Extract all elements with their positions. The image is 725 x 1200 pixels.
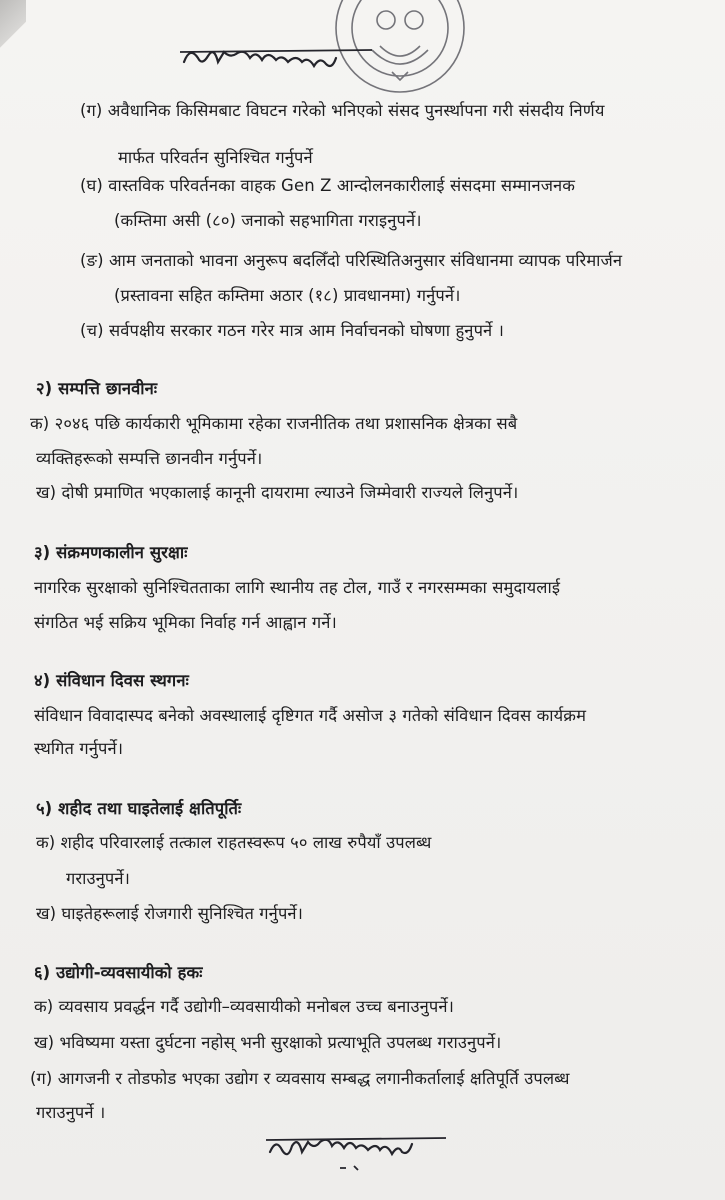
section-3-line2: संगठित भई सक्रिय भूमिका निर्वाह गर्न आह्वान गर्ने। [34, 613, 337, 632]
signature-top [176, 40, 376, 80]
section-2-ka-line2: व्यक्तिहरूको सम्पत्ति छानवीन गर्नुपर्ने। [36, 449, 263, 468]
section-3-heading: ३) संक्रमणकालीन सुरक्षाः [34, 543, 188, 562]
signature-bottom [262, 1128, 452, 1176]
clause-ga-line1: (ग) अवैधानिक किसिमबाट विघटन गरेको भनिएको संसद पुनर्स्थापना गरी संसदीय निर्णय [80, 101, 605, 120]
section-6-ga-line2: गराउनुपर्ने । [36, 1103, 106, 1122]
section-2-ka-line1: क) २०४६ पछि कार्यकारी भूमिकामा रहेका राजनीतिक तथा प्रशासनिक क्षेत्रका सबै [30, 414, 518, 433]
section-2-kha: ख) दोषी प्रमाणित भएकालाई कानूनी दायरामा ल्याउने जिम्मेवारी राज्यले लिनुपर्ने। [36, 483, 519, 502]
section-3-line1: नागरिक सुरक्षाको सुनिश्चितताका लागि स्थानीय तह टोल, गाउँ र नगरसम्मका समुदायलाई [34, 578, 561, 597]
section-6-heading: ६) उद्योगी-व्यवसायीको हकः [34, 963, 203, 982]
section-6-kha: ख) भविष्यमा यस्ता दुर्घटना नहोस् भनी सुरक्षाको प्रत्याभूति उपलब्ध गराउनुपर्ने। [34, 1033, 502, 1052]
section-5-heading: ५) शहीद तथा घाइतेलाई क्षतिपूर्तिः [36, 799, 242, 818]
section-6-ga-line1: (ग) आगजनी र तोडफोड भएका उद्योग र व्यवसाय सम्बद्ध लगानीकर्तालाई क्षतिपूर्ति उपलब्ध [30, 1069, 570, 1088]
section-5-ka-line1: क) शहीद परिवारलाई तत्काल राहतस्वरूप ५० लाख रुपैयाँ उपलब्ध [36, 833, 432, 852]
section-6-ka: क) व्यवसाय प्रवर्द्धन गर्दै उद्योगी–व्यवसायीको मनोबल उच्च बनाउनुपर्ने। [34, 997, 454, 1016]
section-4-line2: स्थगित गर्नुपर्ने। [34, 739, 124, 758]
folded-corner [0, 0, 26, 60]
clause-gha-line2: (कम्तिमा असी (८०) जनाको सहभागिता गराइनुपर्ने। [114, 211, 422, 230]
clause-nga-line1: (ङ) आम जनताको भावना अनुरूप बदलिँदो परिस्थितिअनुसार संविधानमा व्यापक परिमार्जन [80, 251, 623, 270]
section-4-heading: ४) संविधान दिवस स्थगनः [34, 671, 189, 690]
clause-gha-line1: (घ) वास्तविक परिवर्तनका वाहक Gen Z आन्दोलनकारीलाई संसदमा सम्मानजनक [80, 176, 576, 195]
section-5-ka-line2: गराउनुपर्ने। [66, 869, 130, 888]
clause-nga-line2: (प्रस्तावना सहित कम्तिमा अठार (१८) प्रावधानमा) गर्नुपर्ने। [114, 286, 461, 305]
section-5-kha: ख) घाइतेहरूलाई रोजगारी सुनिश्चित गर्नुपर्ने। [36, 904, 304, 923]
clause-cha-line1: (च) सर्वपक्षीय सरकार गठन गरेर मात्र आम निर्वाचनको घोषणा हुनुपर्ने । [80, 321, 504, 340]
section-4-line1: संविधान विवादास्पद बनेको अवस्थालाई दृष्टिगत गर्दै असोज ३ गतेको संविधान दिवस कार्यक्रम [34, 706, 587, 725]
clause-ga-line2: मार्फत परिवर्तन सुनिश्चित गर्नुपर्ने [118, 148, 313, 167]
section-2-heading: २) सम्पत्ति छानवीनः [36, 379, 158, 398]
